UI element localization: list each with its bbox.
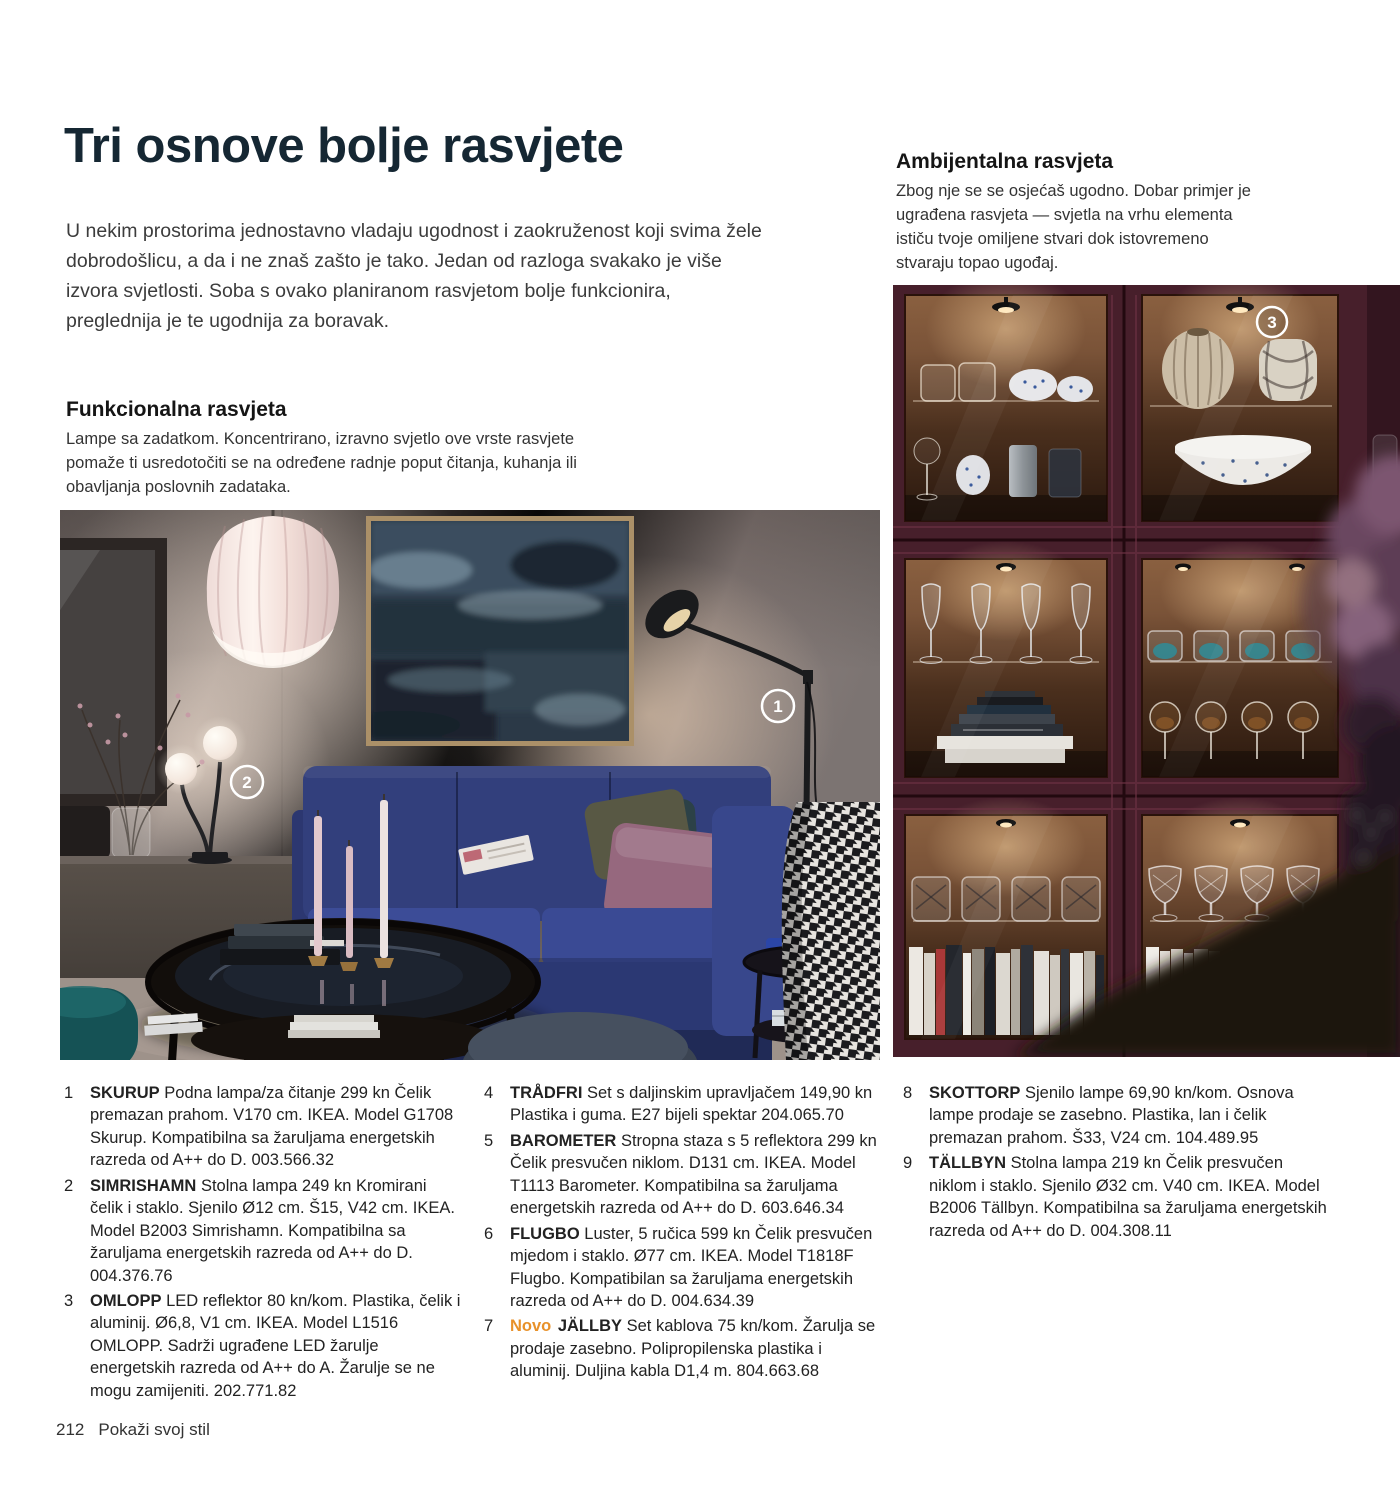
- product-description: [510, 1223, 886, 1313]
- page-footer: [56, 1420, 210, 1440]
- product-barometer: [484, 1130, 886, 1220]
- novo-flag: Novo: [510, 1317, 552, 1336]
- product-tradfri: [484, 1082, 886, 1127]
- product-skottorp: [903, 1082, 1331, 1149]
- svg-text:3: 3: [1267, 313, 1277, 332]
- section-ambient: [896, 150, 1264, 276]
- product-text: Set kablova 75 kn/kom. Žarulja se prodaje zasebno. Polipropilenska plastika i aluminij. Duljina kabla D1,4 m. 804.663.68: [510, 1317, 876, 1381]
- product-omlopp: [64, 1290, 464, 1402]
- ambient-heading: Ambijentalna rasvjeta: [896, 150, 1114, 173]
- product-text: Podna lampa/za čitanje 299 kn Čelik premazan prahom. V170 cm. IKEA. Model G1708 Skurup. Kompatibilna sa žaruljama energetskih razreda od A++ do D. 003.566.32: [90, 1084, 454, 1170]
- product-tallbyn: [903, 1152, 1331, 1242]
- product-name: OMLOPP: [90, 1291, 162, 1310]
- product-text: Stolna lampa 219 kn Čelik presvučen niklom i staklo. Sjenilo Ø32 cm. V40 cm. IKEA. Model B2006 Tällbyn. Kompatibilna sa žaruljama energetskih razreda od A++ do D. 004.308.11: [929, 1154, 1327, 1240]
- ambient-body: Zbog nje se se osjećaš ugodno. Dobar primjer je ugrađena rasvjeta — svjetla na vrhu elementa ističu tvoje omiljene stvari dok istovremeno stvaraju topao ugođaj.: [896, 182, 1251, 272]
- marker-2: [231, 766, 263, 798]
- product-number: 9: [903, 1154, 913, 1173]
- compartment-r2c1: [905, 541, 1107, 777]
- product-text: Stropna staza s 5 reflektora 299 kn Čelik presvučen niklom. D131 cm. IKEA. Model T1113 Barometer. Kompatibilna sa žaruljama energetskih razreda od A++ do D. 603.646.34: [510, 1131, 877, 1218]
- compartment-r1c1: [905, 285, 1107, 521]
- product-text: Sjenilo lampe 69,90 kn/kom. Osnova lampe prodaje se zasebno. Plastika, lan i čelik premazan prahom. Š33, V24 cm. 104.489.95: [929, 1084, 1294, 1147]
- marker-1: [762, 690, 794, 722]
- product-flugbo: [484, 1223, 886, 1313]
- product-number: 8: [903, 1084, 913, 1102]
- mirror: [60, 538, 167, 806]
- functional-heading: Funkcionalna rasvjeta: [66, 398, 287, 421]
- product-text: LED reflektor 80 kn/kom. Plastika, čelik i aluminij. Ø6,8, V1 cm. IKEA. Model L1516 OMLOPP. Sadrži ugrađene LED žarulje energetskih razreda od A++ do A. Žarulje se ne mogu zamijeniti. 202.771.82: [90, 1291, 461, 1400]
- product-text: Luster, 5 ručica 599 kn Čelik presvučen mjedom i staklo. Ø77 cm. IKEA. Model T1818F Flugbo. Kompatibilan sa žaruljama energetskih razreda od A++ do D. 004.634.39: [510, 1224, 873, 1310]
- section-functional: [66, 398, 628, 500]
- product-name: BAROMETER: [510, 1131, 617, 1150]
- living-room-photo: [60, 510, 880, 1060]
- product-column-1: [64, 1082, 464, 1405]
- cabinet-photo: [893, 285, 1400, 1057]
- product-number: 2: [64, 1176, 74, 1195]
- product-simrishamn: [64, 1175, 464, 1287]
- product-number: 5: [484, 1131, 494, 1150]
- product-column-3: [903, 1082, 1331, 1245]
- product-description: [929, 1082, 1331, 1149]
- product-number: 6: [484, 1224, 494, 1243]
- stool: [60, 986, 138, 1060]
- product-column-2: [484, 1082, 886, 1386]
- marker-3: [1257, 307, 1287, 337]
- product-name: SKURUP: [90, 1084, 160, 1102]
- product-jallby: [484, 1315, 886, 1382]
- product-description: [929, 1152, 1331, 1242]
- product-skurup: [64, 1082, 464, 1172]
- intro-paragraph: U nekim prostorima jednostavno vladaju ugodnost i zaokruženost koji svima žele dobrodošlicu, a da i ne znaš zašto je tako. Jedan od razloga svakako je više izvora svjetlosti. Soba s ovako planiranom rasvjetom bolje funkcionira, preglednija je te ugodnija za boravak.: [66, 219, 762, 333]
- page-number: 212: [56, 1420, 85, 1439]
- wall-art: [340, 516, 634, 746]
- product-description: [510, 1130, 886, 1220]
- product-description: [90, 1082, 464, 1172]
- product-description: [90, 1290, 464, 1402]
- page-title: Tri osnove bolje rasvjete: [64, 118, 624, 173]
- svg-text:1: 1: [773, 697, 783, 716]
- product-number: 3: [64, 1291, 74, 1310]
- product-text: Set s daljinskim upravljačem 149,90 kn Plastika i guma. E27 bijeli spektar 204.065.70: [510, 1084, 873, 1125]
- product-number: 1: [64, 1084, 74, 1102]
- svg-text:2: 2: [242, 773, 252, 792]
- armchair: [782, 802, 880, 1060]
- product-name: FLUGBO: [510, 1224, 580, 1243]
- compartment-r3c1: [905, 797, 1107, 1039]
- product-description: [510, 1082, 886, 1127]
- pendant-lamp: [207, 510, 339, 668]
- product-number: 7: [484, 1317, 494, 1336]
- product-text: Stolna lampa 249 kn Kromirani čelik i staklo. Sjenilo Ø12 cm. Š15, V42 cm. IKEA. Model B2003 Simrishamn. Kompatibilna sa žaruljama energetskih razreda od A++ do D. 004.376.76: [90, 1176, 455, 1285]
- product-name: SIMRISHAMN: [90, 1176, 197, 1195]
- product-name: SKOTTORP: [929, 1084, 1021, 1102]
- product-description: [510, 1315, 886, 1382]
- product-name: TÄLLBYN: [929, 1154, 1006, 1173]
- product-name: TRÅDFRI: [510, 1084, 583, 1102]
- product-description: [90, 1175, 464, 1287]
- compartment-r1c2: [1142, 285, 1338, 521]
- functional-body: Lampe sa zadatkom. Koncentrirano, izravno svjetlo ove vrste rasvjete pomaže ti usredotočiti se na određene radnje poput čitanja, kuhanja ili obavljanja poslovnih zadataka.: [66, 430, 577, 496]
- footer-tagline: Pokaži svoj stil: [98, 1420, 210, 1439]
- product-number: 4: [484, 1084, 494, 1102]
- product-name: JÄLLBY: [557, 1317, 623, 1336]
